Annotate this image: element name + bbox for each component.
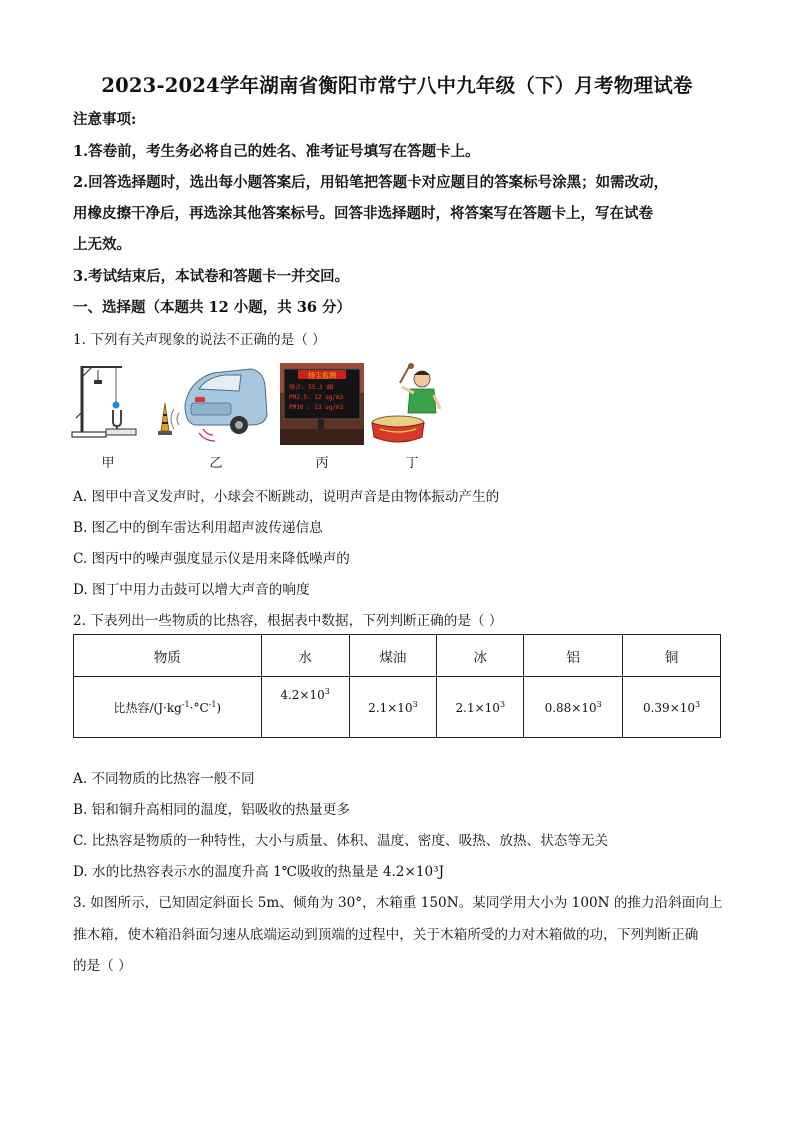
question-3-line: 3. 如图所示，已知固定斜面长 5m、倾角为 30°，木箱重 150N。某同学用大小为 100N 的推力沿斜面向上: [73, 895, 723, 911]
page-title: 2023-2024学年湖南省衡阳市常宁八中九年级（下）月考物理试卷: [101, 74, 693, 97]
question-1-stem: 1. 下列有关声现象的说法不正确的是（ ）: [73, 332, 326, 348]
tuning-fork-figure: [70, 358, 150, 442]
notes-heading: 注意事项:: [73, 111, 137, 128]
table-header-cell: 铜: [623, 635, 721, 677]
figure-caption: 丙: [315, 456, 329, 471]
monitor-row: PM10 : 13 ug/m3: [289, 404, 344, 411]
option-d: D. 图丁中用力击鼓可以增大声音的响度: [73, 582, 310, 598]
table-cell: $0.39\times 10^3$: [623, 677, 721, 738]
option-b: B. 图乙中的倒车雷达利用超声波传递信息: [73, 520, 323, 536]
monitor-row: 噪音: 55.3 dB: [289, 384, 334, 391]
table-cell: $0.88\times 10^3$: [524, 677, 623, 738]
figure-caption: 甲: [101, 456, 115, 471]
table-header-row: [74, 635, 721, 677]
table-cell: $2.1\times 10^3$: [349, 677, 437, 738]
table-row: [74, 677, 721, 738]
option-a: A. 图甲中音叉发声时，小球会不断跳动，说明声音是由物体振动产生的: [73, 489, 500, 505]
table-header-cell: 水: [261, 635, 349, 677]
figure-caption: 乙: [209, 456, 223, 471]
figure-caption: 丁: [405, 456, 419, 471]
option-c: C. 图丙中的噪声强度显示仪是用来降低噪声的: [73, 551, 350, 567]
section-heading: 一、选择题（本题共 12 小题，共 36 分）: [73, 299, 352, 316]
specific-heat-table: [73, 634, 721, 738]
table-cell: $2.1\times 10^3$: [437, 677, 524, 738]
table-header-cell: 物质: [74, 635, 262, 677]
table-header-cell: 煤油: [349, 635, 437, 677]
question-3-line: 的是（ ）: [73, 958, 132, 974]
note-item: 用橡皮擦干净后，再选涂其他答案标号。回答非选择题时，将答案写在答题卡上，写在试卷: [73, 205, 653, 222]
note-item: 上无效。: [73, 236, 131, 253]
note-item: 3.考试结束后，本试卷和答题卡一并交回。: [73, 268, 350, 285]
table-cell: $4.2\times 10^3$: [261, 677, 349, 738]
table-header-cell: 冰: [437, 635, 524, 677]
option-d: D. 水的比热容表示水的温度升高 1℃吸收的热量是 4.2×10³J: [73, 864, 445, 880]
row-label: 比热容$/(J\cdot kg^{-1}\cdot^\circ C^{-1})$: [74, 677, 262, 738]
question-2-stem: 2. 下表列出一些物质的比热容，根据表中数据，下列判断正确的是（ ）: [73, 613, 503, 629]
option-b: B. 铝和铜升高相同的温度，铝吸收的热量更多: [73, 802, 350, 818]
table-header-cell: 铝: [524, 635, 623, 677]
question-3-line: 推木箱，使木箱沿斜面匀速从底端运动到顶端的过程中，关于木箱所受的力对木箱做的功，下列判断正确: [73, 927, 699, 943]
note-item: 1.答卷前，考生务必将自己的姓名、准考证号填写在答题卡上。: [73, 143, 480, 160]
reversing-car-figure: [155, 363, 270, 443]
option-a: A. 不同物质的比热容一般不同: [73, 771, 255, 787]
note-item: 2.回答选择题时，选出每小题答案后，用铅笔把答题卡对应题目的答案标号涂黑；如需改动，: [73, 174, 669, 191]
monitor-header: 扬尘监测: [308, 371, 336, 380]
monitor-row: PM2.5: 12 ug/m3: [289, 394, 344, 401]
noise-monitor-figure: [280, 363, 364, 445]
drum-boy-figure: [370, 363, 450, 447]
option-c: C. 比热容是物质的一种特性，大小与质量、体积、温度、密度、吸热、放热、状态等无关: [73, 833, 609, 849]
